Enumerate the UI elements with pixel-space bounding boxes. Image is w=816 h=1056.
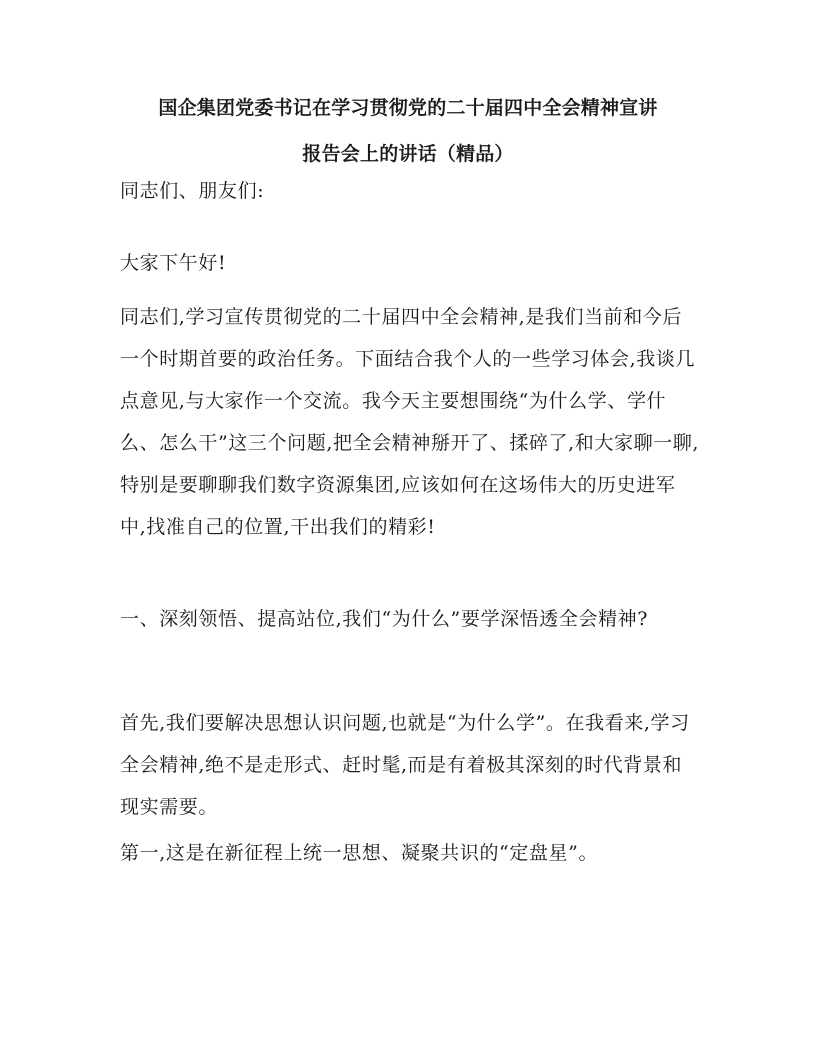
document-title-line-1: 国企集团党委书记在学习贯彻党的二十届四中全会精神宣讲 (158, 97, 658, 119)
section-heading-1: 一、深刻领悟、提高站位,我们“为什么”要学深悟透全会精神? (120, 608, 649, 630)
greeting-salutation: 同志们、朋友们: (120, 180, 265, 202)
point-1-paragraph: 第一,这是在新征程上统一思想、凝聚共识的“定盘星”。 (120, 842, 599, 864)
intro-paragraph: 同志们,学习宣传贯彻党的二十届四中全会精神,是我们当前和今后一个时期首要的政治任务。下面结合我个人的一些学习体会,我谈几点意见,与大家作一个交流。我今天主要想围绕“为什么学、学什么、怎么干”这三个问题,把全会精神掰开了、揉碎了,和大家聊一聊,特别是要聊聊我们数字资源集团,应该如何在这场伟大的历史进军中,找准自己的位置,干出我们的精彩! (120, 306, 700, 538)
section-1-paragraph: 首先,我们要解决思想认识问题,也就是“为什么学”。在我看来,学习全会精神,绝不是走形式、赶时髦,而是有着极其深刻的时代背景和现实需要。 (120, 712, 690, 818)
greeting-afternoon: 大家下午好! (120, 252, 227, 274)
document-title-line-2: 报告会上的讲话（精品） (302, 143, 514, 165)
